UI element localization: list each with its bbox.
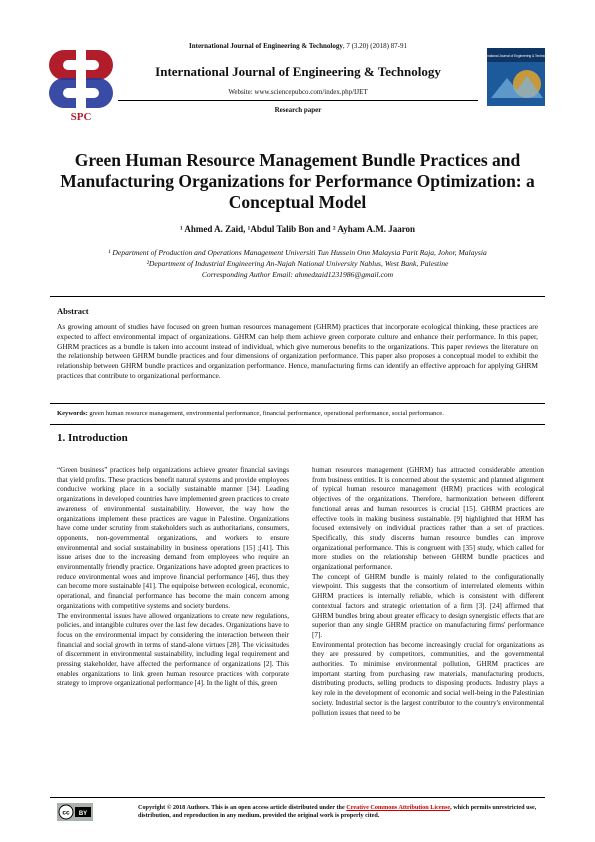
keywords-rule xyxy=(50,424,545,425)
journal-name: International Journal of Engineering & Technology xyxy=(155,64,441,79)
copyright-suffix: , which permits unrestricted use, distribution, and reproduction in any medium, provided the original work is properly cited. xyxy=(138,804,537,819)
copyright-notice xyxy=(138,804,548,820)
abstract-heading: Abstract xyxy=(57,306,89,316)
section-heading: 1. Introduction xyxy=(57,432,128,444)
body-paragraph: “Green business” practices help organizations achieve greater financial savings that yield profits. These practices benefit natural systems and provide employees conducive working place in a socially sustainable manner [34]. Leading organizations in developed countries have implemented green practices to create awareness of environmental sustainability. However, the way how the organizations implement these practices are vague in Palestine. Organizations have come under scrutiny from stakeholders such as authoritarians, consumers, opponents, non-governmental organizations, and workers to ensure environmental and social sustainability in business operations [15] ;[41]. This issue arises due to the increasing demand from employees who require an environmentally friendly practice. Organizations have adopted green practices to reduce environmental woes and improve financial performance [46], thus they can become more sustainable [41]. The equipoise between ecological, economic, operational, and financial performance has become the main concern among organizations with competitive systems and society burdens. xyxy=(57,466,289,610)
authors: ¹ Ahmed A. Zaid, ¹Abdul Talib Bon and ² Ayham A.M. Jaaron xyxy=(179,224,416,234)
keywords xyxy=(57,410,538,417)
journal-cover-image xyxy=(480,48,552,106)
keywords-text: green human resource management, environmental performance, financial performance, operational performance, social performance. xyxy=(87,410,444,417)
body-right-column xyxy=(312,466,544,718)
cc-by-label: BY xyxy=(78,811,88,817)
citation-details: , 7 (3.20) (2018) 87-91 xyxy=(342,42,407,50)
spc-logo xyxy=(50,44,112,122)
keywords-label: Keywords: xyxy=(57,410,88,417)
license-link[interactable]: Creative Commons Attribution License xyxy=(346,804,451,811)
body-paragraph: The concept of GHRM bundle is mainly related to the configurationally viewpoint. This suggests that the consortium of interrelated elements within GHRM practices is internally reliable, which is consistent with different contextual factors and strategic orientation of a firm [3]. [24] affirmed that GHRM bundles bring about greater efficacy to design synergistic effects that are superior than any single GHRM practice on manufacturing firms' performance [7]. xyxy=(312,572,544,639)
cc-label: cc xyxy=(62,809,70,817)
body-paragraph: human resources management (GHRM) has attracted considerable attention from business entities. It is concerned about the systemic and planned alignment of typical human resource management (HRM) practices with ecological objectives of the organizations. Therefore, harmonization between different functional areas and human resources is crucial [15]. GHRM practices are effective tools in making business sustainable. [9] highlighted that HRM has focused extensively on individual practices rather than a set of practices. Specifically, this study discerns human resource bundles can improve organizational performance. This is congruent with [35] study, which called for more studies on the relationship between GHRM bundle practices and organizational performance. xyxy=(312,466,544,572)
affiliation-1: ¹ Department of Production and Operations Management Universiti Tun Hussein Onn Malaysia Parit Raja, Johor, Malaysia xyxy=(108,248,487,257)
paper-title: Green Human Resource Management Bundle Practices and Manufacturing Organizations for Performance Optimization: a Conceptual Model xyxy=(60,150,535,212)
copyright-prefix: Copyright © 2018 Authors. This is an open access article distributed under the xyxy=(138,804,347,811)
body-paragraph: Environmental protection has become increasingly crucial for organizations as they are pressured by competitors, communities, and the governmental authorities. To minimise environmental pollution, GHRM practices are important starting from purchasing raw materials, manufacturing products, distributing products, selling products to disposing products. Industry plays a key role in the development of economic and social well-being in the Palestinian society. Industrial sector is the largest contributor to the country's environmental pollution issues that need to be xyxy=(312,640,544,717)
cover-text: International Journal of Engineering & Technology xyxy=(480,54,552,58)
journal-website[interactable]: Website: www.sciencepubco.com/index.php/IJET xyxy=(228,88,368,96)
header-rule xyxy=(118,100,478,101)
body-left-column xyxy=(57,466,289,689)
logo-text: SPC xyxy=(70,111,92,123)
journal-citation xyxy=(148,42,448,50)
abstract-top-rule xyxy=(50,296,545,297)
citation-journal: International Journal of Engineering & Technology xyxy=(189,42,343,50)
affiliation-2: ²Department of Industrial Engineering An-Najah National University Nablus, West Bank, Palestine xyxy=(146,259,449,268)
footer-rule xyxy=(50,797,545,798)
body-paragraph: The environmental issues have allowed organizations to create new regulations, policies, and intangible cultures over the last few decades. Organizations have to focus on the environmental impact by considering the interaction between their financial and social growth in terms of stand-alone virtues [28]. The vicissitudes of discernment in environmental sustainability, including legal requirement and pressing stakeholder, have affected the performance of organizations [2]. This enables organizations to link green human resource practices with corporate strategy to improve organizational performance [4]. In the light of this, green xyxy=(57,611,289,688)
abstract-text: As growing amount of studies have focused on green human resources management (GHRM) practices that incorporate ecological thinking, these practices are expected to affect environmental impact of organizations. GHRM can help them achieve green corporate culture and enhance their performance. In this paper, GHRM practices as a bundle is taken into account instead of individual, which give numerous benefits to the organizations. This paper reviews the literature on the relationship between GHRM bundle practices and four dimensions of organization performance. This paper also proposes a conceptual model to exhibit the relationship between GHRM bundle practices and organization performance. Hence, manufacturing firms can identify an effective approach for applying GHRM practices that contribute to organizational performance. xyxy=(57,322,538,380)
cc-by-license-icon[interactable] xyxy=(57,803,93,821)
abstract-bottom-rule xyxy=(50,403,545,404)
paper-type: Research paper xyxy=(274,106,322,114)
corresponding-email: Corresponding Author Email: ahmedzaid1231986@gmail.com xyxy=(201,270,394,279)
